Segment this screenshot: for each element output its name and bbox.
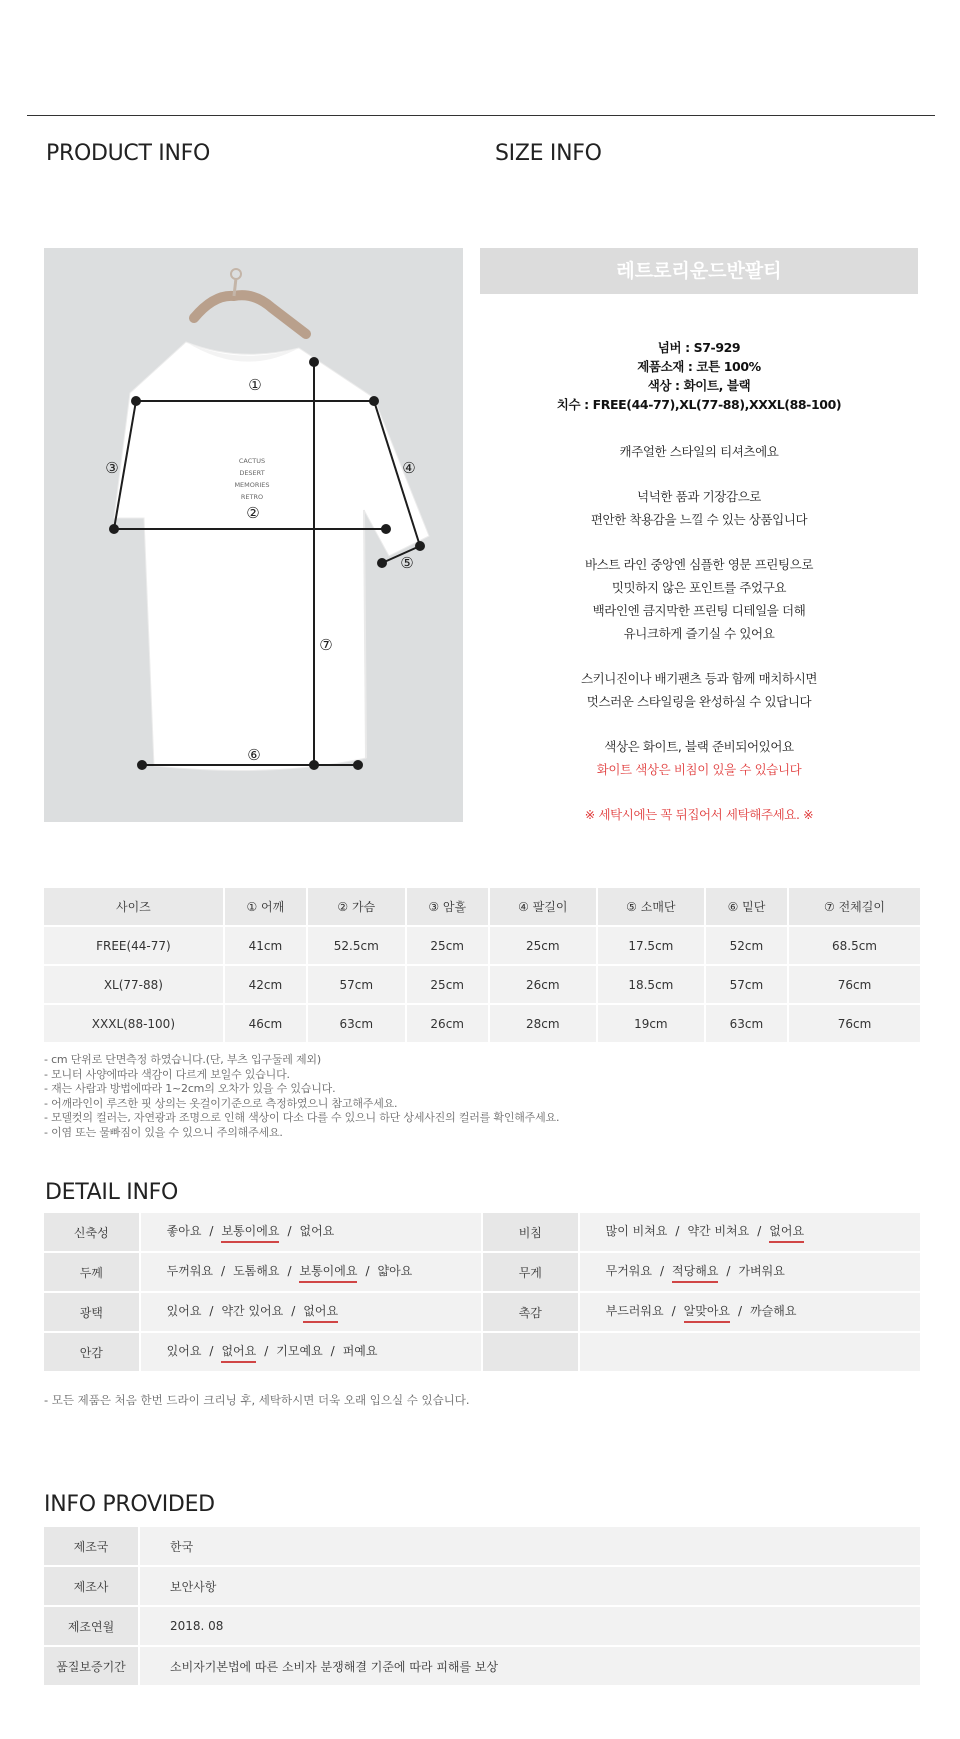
size-cell: 28cm: [490, 1005, 596, 1042]
table-row: [44, 927, 922, 964]
size-cell: 52.5cm: [308, 927, 405, 964]
detail-option: 많이 비쳐요: [605, 1223, 668, 1238]
info-label-maker: 제조사: [44, 1567, 138, 1605]
note-line: - 모니터 사양에따라 색감이 다르게 보일수 있습니다.: [44, 1067, 290, 1081]
detail-option: 까슬해요: [750, 1303, 797, 1318]
mark-hem: ⑥: [247, 746, 261, 764]
size-col-header: ② 가슴: [308, 888, 405, 925]
detail-label: 신축성: [44, 1213, 139, 1251]
spec-number: 넘버 : S7-929: [657, 340, 741, 355]
product-description: [480, 440, 918, 826]
note-line: - 재는 사람과 방법에따라 1~2cm의 오차가 있을 수 있습니다.: [44, 1082, 336, 1095]
size-cell: 68.5cm: [789, 927, 920, 964]
table-row: [44, 1567, 920, 1605]
detail-options: [580, 1253, 920, 1291]
detail-options: [580, 1293, 920, 1331]
table-row: [44, 1253, 920, 1291]
size-cell: 63cm: [308, 1005, 405, 1042]
size-cell: 17.5cm: [598, 927, 704, 964]
desc-line: 스키니진이나 배기팬츠 등과 함께 매치하시면: [580, 671, 818, 686]
info-label-country: 제조국: [44, 1527, 138, 1565]
size-info-heading: SIZE INFO: [495, 141, 602, 166]
desc-warning: 화이트 색상은 비침이 있을 수 있습니다: [596, 762, 802, 777]
desc-line: 바스트 라인 중앙엔 심플한 영문 프린팅으로: [584, 557, 814, 572]
size-cell: 26cm: [490, 966, 596, 1003]
size-table: [42, 886, 924, 1044]
note-line: - 모델컷의 컬러는, 자연광과 조명으로 인해 색상이 다소 다를 수 있으니 하단 상세사진의 컬러를 확인해주세요.: [44, 1111, 560, 1124]
detail-option: 가벼워요: [738, 1263, 785, 1278]
table-row: [44, 1213, 920, 1251]
product-photo: [44, 248, 463, 822]
size-col-header: ④ 팔길이: [490, 888, 596, 925]
detail-option-selected: 없어요: [221, 1342, 256, 1363]
size-cell: 25cm: [407, 927, 488, 964]
desc-line: 넉넉한 품과 기장감으로: [637, 489, 761, 504]
table-row: [44, 1607, 920, 1645]
mark-sleeve-hem: ⑤: [400, 554, 414, 572]
size-cell: 46cm: [225, 1005, 306, 1042]
option-separator: /: [291, 1303, 296, 1318]
detail-option: 두꺼워요: [166, 1263, 214, 1278]
desc-line: 편안한 착용감을 느낄 수 있는 상품입니다: [590, 512, 808, 527]
detail-note: - 모든 제품은 처음 한번 드라이 크리닝 후, 세탁하시면 더욱 오래 입으실 수 있습니다.: [44, 1393, 470, 1407]
option-separator: /: [209, 1223, 214, 1238]
info-value-maker: 보안사항: [140, 1567, 920, 1605]
detail-option: 좋아요: [166, 1223, 202, 1238]
detail-label: 무게: [483, 1253, 578, 1291]
size-col-header: 사이즈: [44, 888, 223, 925]
spec-size: 치수 : FREE(44-77),XL(77-88),XXXL(88-100): [556, 397, 842, 412]
detail-option-selected: 없어요: [303, 1302, 338, 1323]
detail-label: 안감: [44, 1333, 139, 1371]
option-separator: /: [757, 1223, 762, 1238]
detail-label: [483, 1333, 578, 1371]
detail-option: 퍼예요: [342, 1343, 378, 1358]
mark-shoulder: ①: [248, 376, 262, 394]
info-value-country: 한국: [140, 1527, 920, 1565]
info-provided-table: [42, 1525, 922, 1687]
option-separator: /: [264, 1343, 269, 1358]
detail-option: 없어요: [299, 1223, 335, 1238]
desc-line: 유니크하게 즐기실 수 있어요: [623, 626, 775, 641]
detail-option: 있어요: [166, 1343, 202, 1358]
print-line-1: CACTUS: [238, 457, 266, 465]
print-line-4: RETRO: [240, 493, 264, 501]
detail-option-selected: 없어요: [769, 1222, 804, 1243]
detail-option-selected: 보통이에요: [221, 1222, 279, 1243]
size-cell: 18.5cm: [598, 966, 704, 1003]
size-cell: 57cm: [308, 966, 405, 1003]
detail-label: 광택: [44, 1293, 139, 1331]
detail-options: [580, 1213, 920, 1251]
size-col-header: ③ 암홀: [407, 888, 488, 925]
detail-option-selected: 적당해요: [672, 1262, 718, 1283]
info-provided-heading: INFO PROVIDED: [44, 1492, 215, 1517]
detail-label: 촉감: [483, 1293, 578, 1331]
product-info-heading: PRODUCT INFO: [46, 141, 211, 166]
size-cell: 42cm: [225, 966, 306, 1003]
detail-options: [141, 1333, 481, 1371]
size-cell: 52cm: [706, 927, 787, 964]
detail-option: 얇아요: [377, 1263, 413, 1278]
detail-option-selected: 보통이에요: [299, 1262, 357, 1283]
option-separator: /: [221, 1263, 226, 1278]
table-row: [44, 1333, 920, 1371]
size-cell: 63cm: [706, 1005, 787, 1042]
detail-option: 도톰해요: [233, 1263, 280, 1278]
top-divider: [27, 115, 935, 116]
detail-option: 기모예요: [276, 1343, 323, 1358]
mark-total-length: ⑦: [319, 636, 333, 654]
size-cell: 57cm: [706, 966, 787, 1003]
mark-chest: ②: [246, 504, 260, 522]
mark-armhole: ③: [105, 459, 119, 477]
desc-line: 캐주얼한 스타일의 티셔츠에요: [619, 444, 779, 459]
product-spec: [480, 338, 918, 414]
table-row: [44, 1005, 922, 1042]
info-value-date: 2018. 08: [140, 1607, 920, 1645]
table-row: [44, 1293, 920, 1331]
mark-sleeve-length: ④: [402, 459, 416, 477]
desc-line: 밋밋하지 않은 포인트를 주었구요: [611, 580, 787, 595]
info-label-date: 제조연월: [44, 1607, 138, 1645]
size-cell: 76cm: [789, 1005, 920, 1042]
size-cell: 41cm: [225, 927, 306, 964]
size-col-header: ⑤ 소매단: [598, 888, 704, 925]
spec-material: 제품소재 : 코튼 100%: [637, 359, 761, 374]
print-line-3: MEMORIES: [234, 481, 270, 489]
detail-table: [42, 1211, 922, 1373]
option-separator: /: [671, 1303, 676, 1318]
size-col-header: ① 어깨: [225, 888, 306, 925]
wash-warning: ※ 세탁시에는 꼭 뒤집어서 세탁해주세요. ※: [584, 807, 814, 822]
size-cell: 25cm: [490, 927, 596, 964]
option-separator: /: [209, 1343, 214, 1358]
size-cell: FREE(44-77): [44, 927, 223, 964]
option-separator: /: [287, 1263, 292, 1278]
detail-option: 무거워요: [605, 1263, 652, 1278]
detail-label: 비침: [483, 1213, 578, 1251]
desc-line: 백라인엔 큼지막한 프린팅 디테일을 더해: [592, 603, 806, 618]
size-cell: 19cm: [598, 1005, 704, 1042]
detail-options: [141, 1213, 481, 1251]
detail-options: [141, 1253, 481, 1291]
size-col-header: ⑦ 전체길이: [789, 888, 920, 925]
option-separator: /: [330, 1343, 335, 1358]
note-line: - 이염 또는 물빠짐이 있을 수 있으니 주의해주세요.: [44, 1125, 283, 1139]
detail-label: 두께: [44, 1253, 139, 1291]
detail-option: 약간 있어요: [221, 1303, 284, 1318]
size-header-row: [44, 888, 922, 925]
option-separator: /: [675, 1223, 680, 1238]
print-line-2: DESERT: [239, 469, 265, 477]
size-cell: 76cm: [789, 966, 920, 1003]
desc-line: 멋스러운 스타일링을 완성하실 수 있답니다: [586, 694, 812, 709]
detail-options: [141, 1293, 481, 1331]
option-separator: /: [738, 1303, 743, 1318]
table-row: [44, 1647, 920, 1685]
size-cell: XL(77-88): [44, 966, 223, 1003]
detail-option: 있어요: [166, 1303, 202, 1318]
tshirt-measure-diagram: [44, 248, 463, 822]
option-separator: /: [365, 1263, 370, 1278]
detail-options: [580, 1333, 920, 1371]
info-label-warranty: 품질보증기간: [44, 1647, 138, 1685]
size-col-header: ⑥ 밑단: [706, 888, 787, 925]
note-line: - cm 단위로 단면측정 하였습니다.(단, 부츠 입구둘레 제외): [44, 1053, 321, 1066]
option-separator: /: [209, 1303, 214, 1318]
option-separator: /: [726, 1263, 731, 1278]
detail-option: 약간 비쳐요: [687, 1223, 750, 1238]
detail-option-selected: 알맞아요: [684, 1302, 730, 1323]
info-value-warranty: 소비자기본법에 따른 소비자 분쟁해결 기준에 따라 피해를 보상: [140, 1647, 920, 1685]
size-cell: XXXL(88-100): [44, 1005, 223, 1042]
product-name-bar: 레트로리운드반팔티: [480, 248, 918, 294]
detail-option: 부드러워요: [605, 1303, 664, 1318]
size-cell: 25cm: [407, 966, 488, 1003]
size-cell: 26cm: [407, 1005, 488, 1042]
note-line: - 어깨라인이 루즈한 핏 상의는 옷걸이기준으로 측정하였으니 참고해주세요.: [44, 1096, 398, 1110]
option-separator: /: [660, 1263, 665, 1278]
measurement-notes: [44, 1053, 559, 1140]
spec-color: 색상 : 화이트, 블랙: [647, 378, 751, 393]
detail-info-heading: DETAIL INFO: [45, 1180, 178, 1205]
option-separator: /: [287, 1223, 292, 1238]
table-row: [44, 1527, 920, 1565]
desc-line: 색상은 화이트, 블랙 준비되어있어요: [604, 739, 794, 754]
table-row: [44, 966, 922, 1003]
